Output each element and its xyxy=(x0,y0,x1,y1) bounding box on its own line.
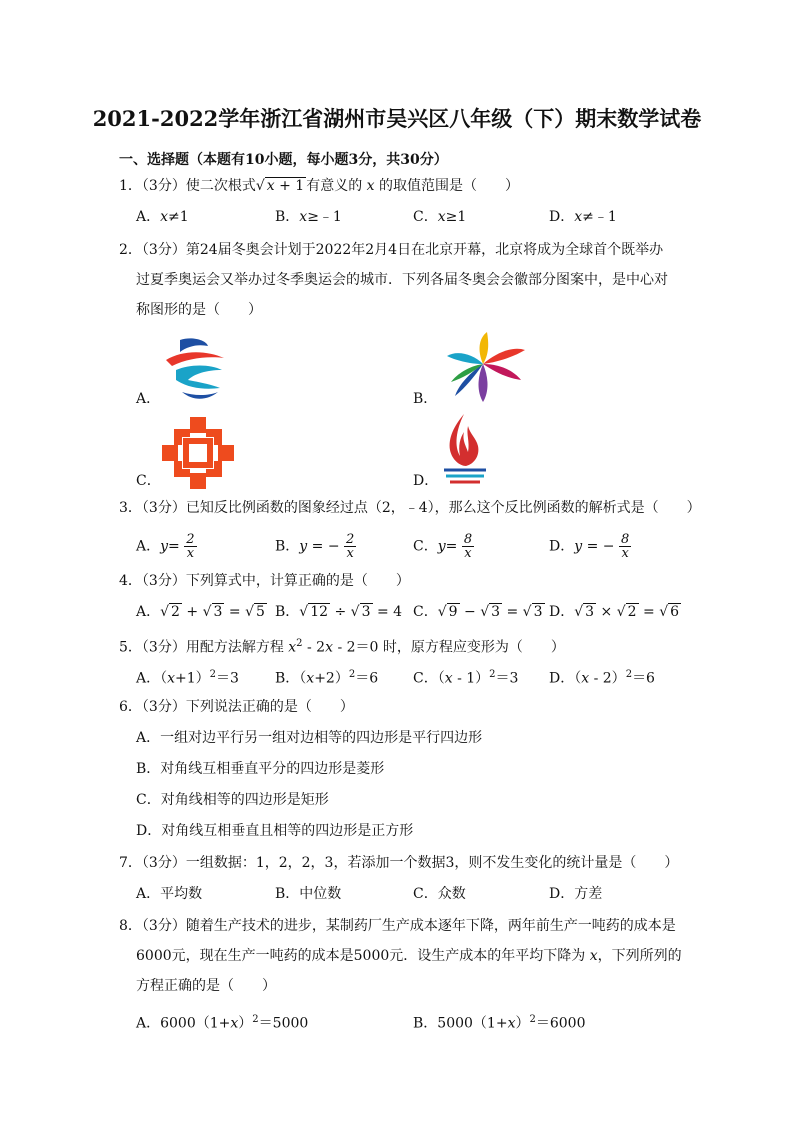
question-8-line-2: 6000元，现在生产一吨药的成本是5000元．设生产成本的年平均下降为 x，下列所列的 xyxy=(136,948,682,964)
question-3-option-a: A．y= $\frac{2}{x}$ xyxy=(136,532,195,561)
question-3-option-c: C．y= $\frac{8}{x}$ xyxy=(413,532,473,561)
section-heading: 一、选择题（本题有10小题，每小题3分，共30分） xyxy=(119,152,448,168)
question-1-option-c: C．x≥1 xyxy=(413,209,467,225)
question-7-option-c: C．众数 xyxy=(413,886,466,902)
question-6-option-d: D．对角线互相垂直且相等的四边形是正方形 xyxy=(136,823,414,839)
question-2-line-2: 过夏季奥运会又举办过冬季奥运会的城市．下列各届冬奥会会徽部分图案中，是中心对 xyxy=(136,272,668,288)
question-3-option-b: B．y = − $\frac{2}{x}$ xyxy=(275,532,355,561)
question-5-option-d: D．（x - 2）$^2$＝6 xyxy=(549,669,655,687)
question-7-option-b: B．中位数 xyxy=(275,886,342,902)
question-5-stem: 5．（3分）用配方法解方程 $x^2 - 2x - 2=0$ 时，原方程应变形为（ ） xyxy=(119,638,565,656)
question-8-option-b: B．$5000(1+x)^2=6000$ xyxy=(413,1014,586,1032)
question-4-option-a: A．√ 2 + √ 3 = √ 5 xyxy=(136,604,265,620)
radical: √ x + 1 xyxy=(255,178,305,194)
question-4-option-b: B．√ 12 ÷ √ 3 = 4 xyxy=(275,604,403,620)
question-3-stem: 3．（3分）已知反比例函数的图象经过点（2，﹣4），那么这个反比例函数的解析式是（ ） xyxy=(119,500,701,516)
question-4-stem: 4．（3分）下列算式中，计算正确的是（ ） xyxy=(119,573,410,589)
question-2-label-a: A． xyxy=(136,391,161,407)
question-5-option-c: C．（x - 1）$^2$＝3 xyxy=(413,669,519,687)
question-7-stem: 7．（3分）一组数据：1，2，2，3，若添加一个数据3，则不发生变化的统计量是（ ） xyxy=(119,855,679,871)
olympic-logo-a-icon xyxy=(158,336,230,404)
question-1-option-a: A．x≠1 xyxy=(136,209,189,225)
page-title: 2021-2022学年浙江省湖州市吴兴区八年级（下）期末数学试卷 xyxy=(92,106,702,131)
question-8-option-a: A．$6000(1+x)^2=5000$ xyxy=(136,1014,309,1032)
question-8-line-3: 方程正确的是（ ） xyxy=(136,978,276,994)
question-8-line-1: 8．（3分）随着生产技术的进步，某制药厂生产成本逐年下降，两年前生产一吨药的成本是 xyxy=(119,918,676,934)
question-3-option-d: D．y = − $\frac{8}{x}$ xyxy=(549,532,630,561)
question-6-option-c: C．对角线相等的四边形是矩形 xyxy=(136,792,329,808)
olympic-logo-b-icon xyxy=(443,330,529,404)
question-2-line-3: 称图形的是（ ） xyxy=(136,302,262,318)
question-5-option-b: B．$(x+2)^2=6$ xyxy=(275,669,379,687)
question-5-option-a: A．$(x+1)^2=3$ xyxy=(136,669,239,687)
olympic-logo-d-icon xyxy=(440,412,490,488)
question-7-option-a: A．平均数 xyxy=(136,886,203,902)
question-2-label-d: D． xyxy=(413,473,439,489)
question-7-option-d: D．方差 xyxy=(549,886,603,902)
question-6-stem: 6．（3分）下列说法正确的是（ ） xyxy=(119,699,354,715)
question-4-option-c: C．√ 9 − √ 3 = √ 3 xyxy=(413,604,543,620)
question-1-option-b: B．x≥﹣1 xyxy=(275,209,342,225)
question-1-stem: 1．（3分）使二次根式√ x + 1 有意义的 x 的取值范围是（ ） xyxy=(119,178,520,194)
question-2-label-b: B． xyxy=(413,391,438,407)
question-6-option-b: B．对角线互相垂直平分的四边形是菱形 xyxy=(136,761,385,777)
question-6-option-a: A．一组对边平行另一组对边相等的四边形是平行四边形 xyxy=(136,730,483,746)
question-2-label-c: C． xyxy=(136,473,161,489)
question-1-option-d: D．x≠﹣1 xyxy=(549,209,617,225)
question-2-line-1: 2．（3分）第24届冬奥会计划于2022年2月4日在北京开幕，北京将成为全球首个既举办 xyxy=(119,242,664,258)
question-4-option-d: D．√ 3 × √ 2 = √ 6 xyxy=(549,604,680,620)
olympic-logo-c-icon xyxy=(160,415,236,491)
